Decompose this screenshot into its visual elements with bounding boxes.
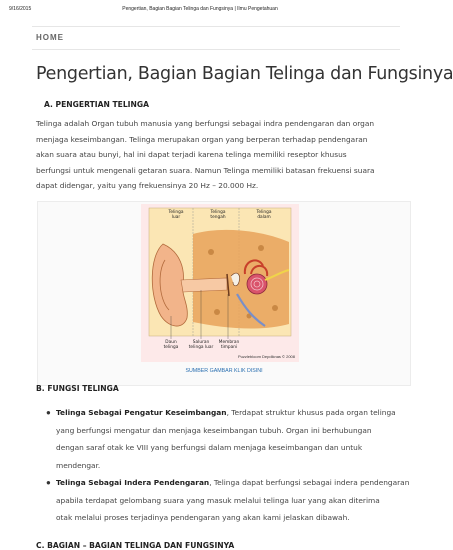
print-header <box>9 6 391 16</box>
paragraph-line: Telinga adalah Organ tubuh manusia yang berfungsi sebagai indra pendengaran dan organ <box>36 119 375 128</box>
bullet-icon: ● <box>46 408 51 417</box>
section-heading-b: B. FUNGSI TELINGA <box>36 384 119 393</box>
list-item-text: , Terdapat struktur khusus pada organ telinga <box>226 408 396 417</box>
image-source-link[interactable]: SUMBER GAMBAR KLIK DISINI <box>185 368 263 374</box>
intro-paragraph <box>36 116 400 194</box>
nav-home-link[interactable]: HOME <box>36 33 64 42</box>
list-item-text: , Telinga dapat berfungsi sebagai indera pendengaran <box>209 478 410 487</box>
label-middle-ear: Telinga tengah <box>210 210 226 220</box>
list-item-line: mendengar. <box>56 460 101 470</box>
list-item-bold: Telinga Sebagai Indera Pendengaran <box>56 478 210 487</box>
bullet-icon: ● <box>46 478 51 487</box>
paragraph-line: menjaga keseimbangan. Telinga merupakan organ yang berperan terhadap pendengaran <box>36 134 368 144</box>
article-title: Pengertian, Bagian Bagian Telinga dan Fungsinya <box>36 64 453 84</box>
label-pinna: Daun telinga <box>163 340 179 350</box>
article <box>36 54 453 550</box>
functions-list <box>46 404 410 527</box>
section-heading-a: A. PENGERTIAN TELINGA <box>44 100 149 109</box>
paragraph-line: akan suara atau bunyi, hal ini dapat terjadi karena telinga memiliki reseptor khusus <box>36 150 347 159</box>
paragraph-line: dapat didengar, yaitu yang frekuensinya 20 Hz – 20.000 Hz. <box>36 181 259 190</box>
label-ear-canal: Saluran telinga luar <box>188 340 214 350</box>
list-item-line: otak melalui proses terjadinya pendengaran yang akan kami jelaskan dibawah. <box>56 513 350 522</box>
label-outer-ear: Telinga luar <box>168 210 184 220</box>
ear-figure-container <box>37 201 411 386</box>
list-item <box>46 474 410 527</box>
label-tympanic-membrane: Membran timpani <box>218 340 240 350</box>
list-item-line: yang berfungsi mengatur dan menjaga keseimbangan tubuh. Organ ini berhubungan <box>56 425 372 435</box>
section-heading-c: C. BAGIAN – BAGIAN TELINGA DAN FUNGSINYA <box>36 541 235 550</box>
list-item-bold: Telinga Sebagai Pengatur Keseimbangan <box>56 408 227 417</box>
label-inner-ear: Telinga dalam <box>256 210 272 220</box>
print-date: 9/16/2015 <box>9 6 32 12</box>
list-item-line: apabila terdapat gelombang suara yang masuk melalui telinga luar yang akan diterima <box>56 495 380 505</box>
ear-anatomy-figure <box>141 204 299 362</box>
list-item-line: dengan saraf otak ke VIII yang berfungsi dalam menjaga keseimbangan dan untuk <box>56 443 363 452</box>
print-page-title: Pengertian, Bagian Bagian Telinga dan Fungsinya | Ilmu Pengetahuan <box>122 6 278 12</box>
ear-anatomy-illustration <box>141 204 299 362</box>
top-nav <box>32 26 400 50</box>
paragraph-line: berfungsi untuk mengenali getaran suara. Namun Telinga memiliki batasan frekuensi suara <box>36 165 375 175</box>
list-item <box>46 404 400 474</box>
figure-credit: Puzzlebloom Depdiknas © 2008 <box>238 354 295 359</box>
